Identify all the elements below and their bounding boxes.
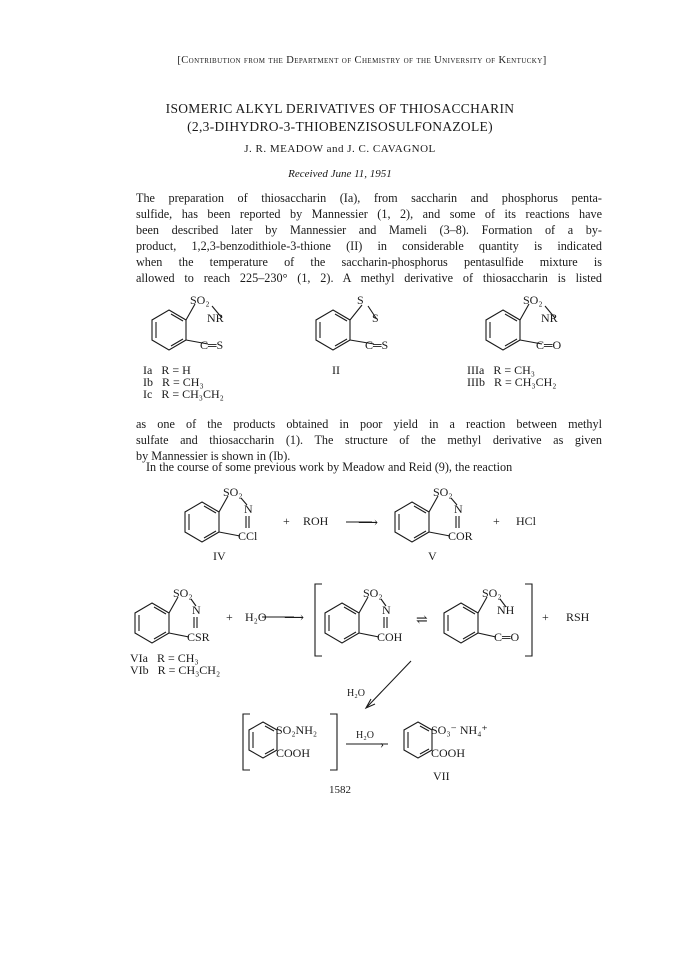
plus-sign: + — [226, 610, 233, 624]
s-v-n: N — [454, 502, 463, 516]
s-iv-sub: CCl — [238, 529, 258, 543]
article-title-line1: ISOMERIC ALKYL DERIVATIVES OF THIOSACCHARIN — [165, 101, 515, 116]
s-iii-top: SO₂ — [523, 293, 543, 307]
s-vi-top: SO₂ — [173, 586, 193, 600]
s-int2-nh: NH — [497, 603, 515, 617]
label-via: VIa R = CH₃ — [130, 651, 199, 665]
s-ii-ring-group: S — [372, 311, 379, 325]
s-iv-top: SO₂ — [223, 485, 243, 499]
s-int2-top: SO₂ — [482, 586, 502, 600]
s-int1-sub: COH — [377, 630, 403, 644]
s-ii-top: S — [357, 293, 364, 307]
label-vib: VIb R = CH₃CH₂ — [130, 663, 221, 677]
text-line: by Mannessier is shown in (Ib). — [136, 449, 291, 463]
plus-sign: + — [283, 514, 290, 528]
reagent-water: H₂O — [245, 610, 267, 624]
water-label: H₂O — [347, 688, 365, 699]
left-bracket — [315, 584, 322, 656]
s-left-sub2: COOH — [276, 746, 311, 760]
s-vi-sub: CSR — [187, 630, 210, 644]
right-bracket — [525, 584, 532, 656]
s-right-sub1: SO₃⁻ NH₄⁺ — [431, 723, 488, 737]
s-int1-n: N — [382, 603, 391, 617]
label-vii: VII — [433, 769, 450, 783]
page-number: 1582 — [329, 784, 351, 796]
s-iii-ring-group: NR — [541, 311, 558, 325]
label-v: V — [428, 549, 437, 563]
label-ii: II — [332, 363, 340, 377]
plus-sign: + — [542, 610, 549, 624]
s-vi-n: N — [192, 603, 201, 617]
s-v-top: SO₂ — [433, 485, 453, 499]
s-i-top: SO₂ — [190, 293, 210, 307]
s-iv-n: N — [244, 502, 253, 516]
text-line: as one of the products obtained in poor yield in a reaction between methyl — [136, 417, 602, 431]
label-iiib: IIIb R = CH₃CH₂ — [467, 375, 557, 389]
s-left-sub1: SO₂NH₂ — [276, 723, 318, 737]
s-int1-top: SO₂ — [363, 586, 383, 600]
hydrolysis-arrow — [367, 661, 411, 707]
s-int2-sub: C═O — [494, 630, 520, 644]
reagent-roh: ROH — [303, 514, 329, 528]
s-i-ring-group: NR — [207, 311, 224, 325]
received-date: Received June 11, 1951 — [288, 168, 392, 180]
text-line: The preparation of thiosaccharin (Ia), from saccharin and phosphorus penta- — [136, 191, 602, 205]
contribution-header: [Contribution from the Department of Chemistry of the University of Kentucky] — [177, 55, 547, 66]
text-line: product, 1,2,3-benzodithiole-3-thione (II) in considerable quantity is indicated — [136, 239, 602, 253]
arrow-head: › — [380, 737, 384, 751]
text-line: been described later by Mannessier and Mameli (3–8). Formation of a by- — [136, 223, 602, 237]
structure-sulfonamide-acid — [249, 722, 277, 758]
label-iv: IV — [213, 549, 226, 563]
plus-sign: + — [493, 514, 500, 528]
arrow-water-label: H₂O — [356, 730, 374, 741]
text-line: when the temperature of the saccharin-phosphorus pentasulfide mixture is — [136, 255, 602, 269]
structure-vii — [404, 722, 432, 758]
label-iiia: IIIa R = CH₃ — [467, 363, 535, 377]
byproduct-hcl: HCl — [516, 514, 537, 528]
label-ia: Ia R = H — [143, 363, 191, 377]
text-line: allowed to reach 225–230° (1, 2). A methyl derivative of thiosaccharin is listed — [136, 271, 602, 285]
s-i-bottom: C═S — [200, 338, 224, 352]
article-authors: J. R. MEADOW and J. C. CAVAGNOL — [244, 143, 436, 155]
label-ic: Ic R = CH₃CH₂ — [143, 387, 224, 401]
label-ib: Ib R = CH₃ — [143, 375, 204, 389]
s-v-sub: COR — [448, 529, 473, 543]
arrow-symbol: ⟶ — [284, 611, 305, 626]
text-line: In the course of some previous work by Meadow and Reid (9), the reaction — [146, 460, 513, 474]
equilibrium-symbol: ⇌ — [416, 613, 428, 628]
s-iii-bottom: C═O — [536, 338, 562, 352]
article-title-line2: (2,3-DIHYDRO-3-THIOBENZISOSULFONAZOLE) — [187, 119, 493, 134]
arrow-symbol: ⟶ — [358, 516, 379, 531]
s-right-sub2: COOH — [431, 746, 466, 760]
product-rsh: RSH — [566, 610, 590, 624]
text-line: sulfate and thiosaccharin (1). The structure of the methyl derivative as given — [136, 433, 602, 447]
text-line: sulfide, has been reported by Mannessier (1, 2), and some of its reactions have — [136, 207, 602, 221]
s-ii-bottom: C═S — [365, 338, 389, 352]
